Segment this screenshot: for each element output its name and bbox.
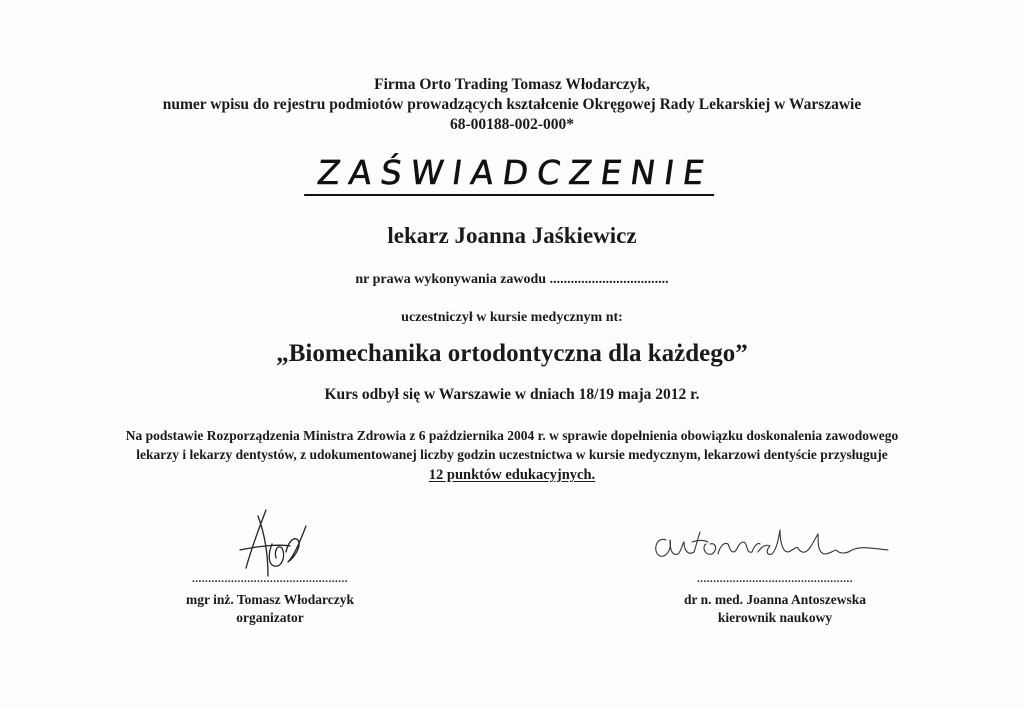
course-title: „Biomechanika ortodontyczna dla każdego” [276,340,748,367]
education-points [0,467,1024,484]
license-number-line: nr prawa wykonywania zawodu .................................. [355,272,669,287]
signature-line-left: ................................................ [192,573,348,585]
scientific-director-signature [648,516,898,576]
director-signatory-name: dr n. med. Joanna Antoszewska [683,592,867,607]
director-signature-block [660,573,890,627]
legal-basis-line-1: Na podstawie Rozporządzenia Ministra Zdrowia z 6 października 2004 r. w sprawie dopełnienia obowiązku doskonalenia zawodowego [125,428,899,443]
director-signatory-role: kierownik naukowy [717,610,833,625]
course-dates: Kurs odbył się w Warszawie w dniach 18/19 maja 2012 r. [324,386,700,403]
participant-name: lekarz Joanna Jaśkiewicz [387,223,637,248]
legal-basis-line-2: lekarzy i lekarzy dentystów, z udokumentowanej liczby godzin uczestnictwa w kursie medycznym, lekarzowi dentyście przysługuje [136,447,888,462]
organizer-name: Firma Orto Trading Tomasz Włodarczyk, [374,76,650,93]
organizer-signature-block [160,573,380,627]
education-points-text: 12 punktów edukacyjnych. [428,467,596,483]
signature-line-right: ................................................ [697,573,853,585]
organizer-signatory-name: mgr inż. Tomasz Włodarczyk [185,592,354,607]
organizer-registry-number: 68-00188-002-000* [450,116,574,133]
certificate-title-text: ZAŚWIADCZENIE [304,153,719,196]
organizer-signatory-role: organizator [236,610,304,625]
participation-statement: uczestniczył w kursie medycznym nt: [401,310,623,325]
certificate-title [0,153,1024,196]
organizer-registry: numer wpisu do rejestru podmiotów prowadzących kształcenie Okręgowej Rady Lekarskiej w Warszawie [162,96,862,113]
